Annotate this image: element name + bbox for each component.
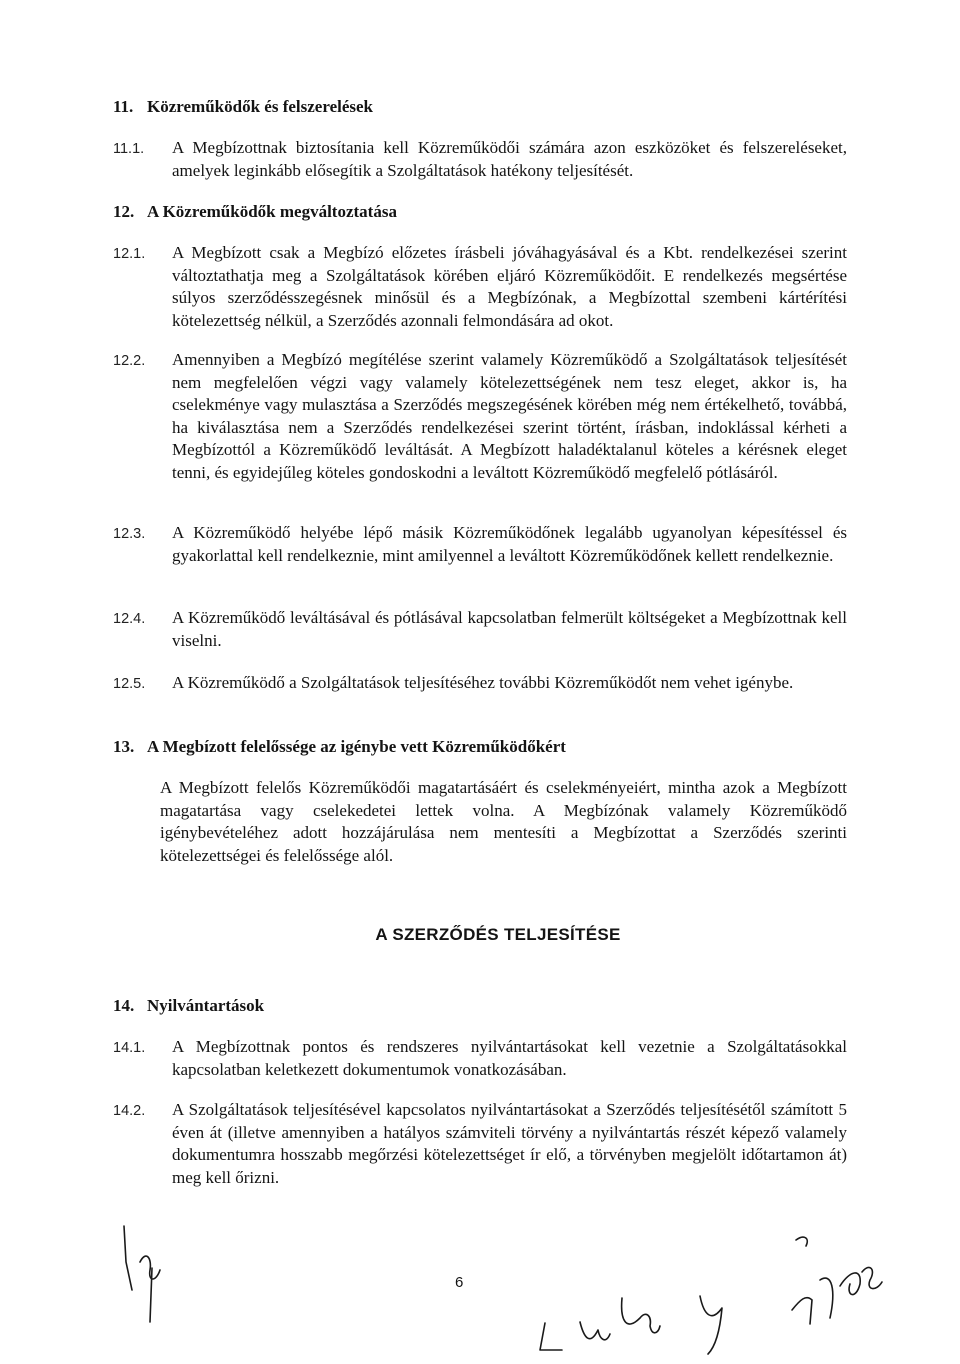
clause-11-1-number: 11.1. xyxy=(113,141,145,157)
section-13-number: 13. xyxy=(113,737,135,756)
clause-14-1-number: 14.1. xyxy=(113,1040,146,1056)
initial-stroke xyxy=(124,1226,132,1290)
section-12-title: A Közreműködők megváltoztatása xyxy=(147,202,397,221)
page-number: 6 xyxy=(455,1274,464,1291)
clause-14-2-text: A Szolgáltatások teljesítésével kapcsolatos nyilvántartásokat a Szerződés teljesítésétől számított 5 éven át (illetve amennyiben a hatályos számviteli törvény a nyilvántartás részét képező valamely dokumentumra hosszabb megőrzési kötelezettséget ír elő, a törvényben megjelölt időtartamon át) meg kell őrizni. xyxy=(172,1100,847,1187)
clause-12-3-number: 12.3. xyxy=(113,526,146,542)
clause-14-2-number: 14.2. xyxy=(113,1103,146,1119)
section-14-title: Nyilvántartások xyxy=(147,996,265,1015)
clause-12-4-text: A Közreműködő leváltásával és pótlásával kapcsolatban felmerült költségeket a Megbízottnak kell viselni. xyxy=(172,608,847,650)
section-14-number: 14. xyxy=(113,996,135,1015)
clause-11-1-text: A Megbízottnak biztosítania kell Közreműködői számára azon eszközöket és felszereléseket, amelyek leginkább elősegítik a Szolgáltatások hatékony teljesítését. xyxy=(172,138,847,180)
clause-12-1-number: 12.1. xyxy=(113,246,146,262)
performance-section-title: A SZERZŐDÉS TELJESÍTÉSE xyxy=(375,925,621,944)
section-11-title: Közreműködők és felszerelések xyxy=(147,97,373,116)
clause-14-1-text: A Megbízottnak pontos és rendszeres nyilvántartásokat kell vezetnie a Szolgáltatásokkal kapcsolatban keletkezett dokumentumok vonatkozásában. xyxy=(172,1037,847,1079)
clause-12-5-number: 12.5. xyxy=(113,676,146,692)
clause-12-2-number: 12.2. xyxy=(113,353,146,369)
clause-12-1-text: A Megbízott csak a Megbízó előzetes írásbeli jóváhagyásával és a Kbt. rendelkezései szerint változtathatja meg a Szolgáltatások körében eljáró Közreműködőit. E rendelkezés megsértése súlyos szerződésszegésnek minősül és a Megbízónak, a Megbízottal szembeni kártérítési kötelezettség nélkül, a Szerződés azonnali felmondására ad okot. xyxy=(172,243,847,330)
clause-12-2-text: Amennyiben a Megbízó megítélése szerint valamely Közreműködő a Szolgáltatások teljesítését nem megfelelően végzi vagy valamely kötelezettségének nem tesz eleget, akkor is, ha cselekménye vagy mulasztása a Szerződés megszegésének körében még nem értékelhető, továbbá, ha kiválasztása nem a Szerződés rendelkezései szerint történt, írásban, indoklással kérheti a Megbízottól a Közreműködő leváltását. A Megbízott haladéktalanul köteles a kérésnek eleget tenni, és egyidejűleg köteles gondoskodni a leváltott Közreműködő megfelelő pótlásáról. xyxy=(172,350,847,482)
clause-12-3-text: A Közreműködő helyébe lépő másik Közreműködőnek legalább ugyanolyan képesítéssel és gyakorlattal kell rendelkeznie, mint amilyennel a leváltott Közreműködőnek kellett rendelkeznie. xyxy=(172,523,847,565)
clause-12-5-text: A Közreműködő a Szolgáltatások teljesítéséhez további Közreműködőt nem vehet igénybe. xyxy=(172,673,794,692)
section-13-title: A Megbízott felelőssége az igénybe vett Közreműködőkért xyxy=(147,737,566,756)
section-11-number: 11. xyxy=(113,97,134,116)
section-13-text: A Megbízott felelős Közreműködői magatartásáért és cselekményeiért, mintha azok a Megbízott magatartása vagy cselekedetei lettek volna. A Megbízónak valamely Közreműködő igénybevételéhez adott hozzájárulása nem mentesíti a Megbízottat a Szerződés szerinti kötelezettségei és felelőssége alól. xyxy=(160,778,847,865)
clause-12-4-number: 12.4. xyxy=(113,611,146,627)
section-12-number: 12. xyxy=(113,202,135,221)
